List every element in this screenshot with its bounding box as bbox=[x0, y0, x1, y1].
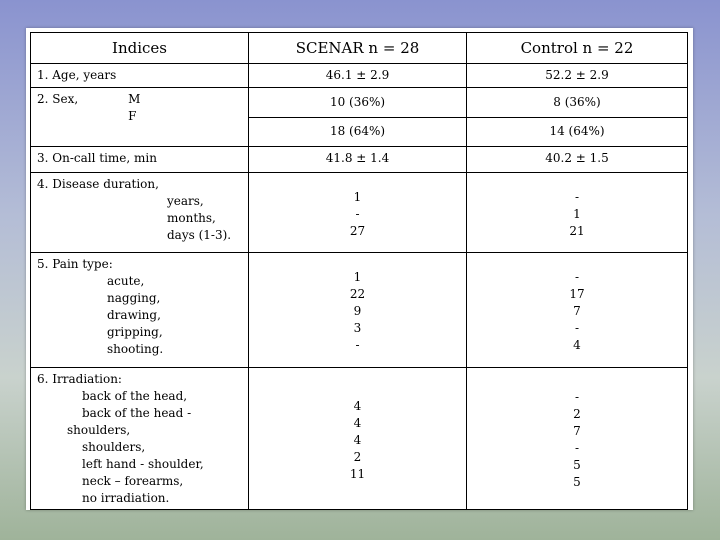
header-row bbox=[31, 33, 688, 64]
irradiation-item: back of the head, bbox=[82, 389, 188, 403]
header-indices: Indices bbox=[31, 33, 249, 64]
irradiation-label: 6. Irradiation: bbox=[37, 372, 122, 386]
irradiation-item: neck – forearms, bbox=[82, 474, 184, 488]
duration-label: 4. Disease duration, bbox=[37, 177, 159, 191]
pain-scenar-value: 22 bbox=[349, 287, 366, 301]
irradiation-scenar-value: 11 bbox=[349, 466, 366, 481]
sex-control-f: 14 (64%) bbox=[467, 117, 687, 147]
sex-mf bbox=[128, 91, 140, 125]
oncall-control: 40.2 ± 1.5 bbox=[467, 147, 688, 173]
duration-item: months, bbox=[167, 211, 216, 225]
duration-control-value: 1 bbox=[573, 206, 581, 221]
irradiation-scenar-value: 4 bbox=[353, 415, 362, 430]
irradiation-cell bbox=[31, 368, 249, 510]
duration-control bbox=[467, 173, 688, 253]
irradiation-control-value: 2 bbox=[573, 407, 581, 421]
pain-control-value: 17 bbox=[569, 287, 585, 301]
sex-m: M bbox=[128, 92, 141, 106]
pain-item: shooting. bbox=[107, 342, 164, 356]
sex-scenar bbox=[249, 88, 467, 147]
irradiation-scenar-value: 4 bbox=[353, 398, 362, 413]
irradiation-item: left hand - shoulder, bbox=[82, 457, 204, 471]
irradiation-scenar-value: 4 bbox=[353, 432, 362, 447]
age-scenar: 46.1 ± 2.9 bbox=[249, 64, 467, 88]
table-row-pain bbox=[31, 253, 688, 368]
pain-item: drawing, bbox=[107, 308, 161, 322]
duration-control-value: - bbox=[574, 189, 580, 204]
irradiation-item: shoulders, bbox=[67, 423, 131, 437]
pain-cell bbox=[31, 253, 249, 368]
oncall-scenar: 41.8 ± 1.4 bbox=[249, 147, 467, 173]
irradiation-control-value: 5 bbox=[573, 475, 581, 489]
pain-scenar-value: 1 bbox=[353, 270, 362, 284]
sex-label: 2. Sex, bbox=[37, 92, 79, 106]
oncall-label: 3. On-call time, min bbox=[31, 147, 249, 173]
pain-control-value: 7 bbox=[573, 304, 581, 318]
header-control: Control n = 22 bbox=[467, 33, 688, 64]
pain-control-value: 4 bbox=[573, 338, 581, 352]
irradiation-item: no irradiation. bbox=[82, 491, 170, 505]
pain-scenar-value: 3 bbox=[353, 321, 362, 335]
duration-control-value: 21 bbox=[569, 223, 585, 238]
pain-control-value: - bbox=[574, 270, 580, 284]
irradiation-scenar-value: 2 bbox=[353, 449, 362, 464]
duration-scenar-value: 27 bbox=[349, 223, 366, 238]
pain-control bbox=[467, 253, 688, 368]
duration-item: days (1-3). bbox=[167, 228, 232, 242]
table-row-irradiation bbox=[31, 368, 688, 510]
pain-item: acute, bbox=[107, 274, 145, 288]
pain-item: gripping, bbox=[107, 325, 163, 339]
sex-scenar-m: 10 (36%) bbox=[329, 94, 386, 109]
pain-scenar-value: - bbox=[355, 338, 360, 352]
table-row-duration bbox=[31, 173, 688, 253]
irradiation-control-value: 5 bbox=[573, 458, 581, 472]
irradiation-control bbox=[467, 368, 688, 510]
sex-scenar-f: 18 (64%) bbox=[249, 117, 466, 147]
slide-panel bbox=[26, 28, 693, 510]
irradiation-item: back of the head - bbox=[82, 406, 192, 420]
pain-control-value: - bbox=[574, 321, 580, 335]
pain-label: 5. Pain type: bbox=[37, 257, 113, 271]
duration-cell bbox=[31, 173, 249, 253]
duration-scenar bbox=[249, 173, 467, 253]
age-control: 52.2 ± 2.9 bbox=[467, 64, 688, 88]
data-table bbox=[30, 32, 688, 510]
sex-f: F bbox=[128, 109, 137, 123]
table-row-age bbox=[31, 64, 688, 88]
duration-item: years, bbox=[167, 194, 204, 208]
irradiation-item: shoulders, bbox=[82, 440, 146, 454]
duration-scenar-value: 1 bbox=[353, 189, 362, 204]
irradiation-scenar bbox=[249, 368, 467, 510]
pain-scenar bbox=[249, 253, 467, 368]
sex-control-m: 8 (36%) bbox=[553, 94, 601, 109]
sex-control bbox=[467, 88, 688, 147]
irradiation-control-value: - bbox=[574, 441, 580, 455]
sex-cell bbox=[31, 88, 249, 147]
irradiation-control-value: 7 bbox=[573, 424, 581, 438]
age-label: 1. Age, years bbox=[31, 64, 249, 88]
header-scenar: SCENAR n = 28 bbox=[249, 33, 467, 64]
table-row-sex bbox=[31, 88, 688, 147]
irradiation-control-value: - bbox=[574, 390, 580, 404]
pain-item: nagging, bbox=[107, 291, 161, 305]
duration-scenar-value: - bbox=[355, 206, 360, 221]
table-row-oncall bbox=[31, 147, 688, 173]
pain-scenar-value: 9 bbox=[353, 304, 362, 318]
